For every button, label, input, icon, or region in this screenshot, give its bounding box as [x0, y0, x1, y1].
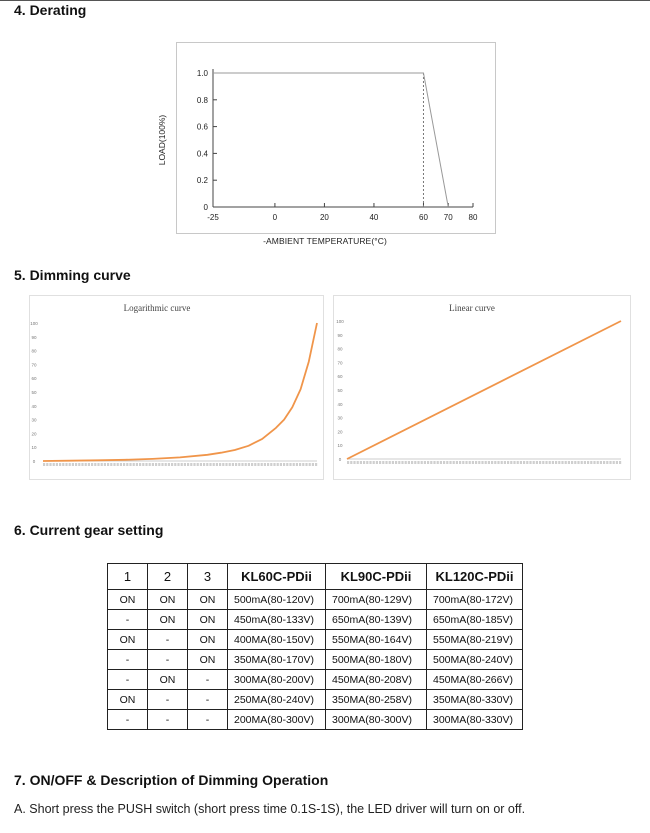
x-tick-mark	[238, 463, 240, 466]
x-tick-mark	[171, 463, 173, 466]
table-row	[108, 610, 523, 630]
x-tick-mark	[225, 463, 227, 466]
x-tick-mark	[232, 463, 234, 466]
onoff-description: A. Short press the PUSH switch (short press time 0.1S-1S), the LED driver will turn on or off.	[14, 802, 526, 816]
x-tick-mark	[398, 461, 400, 464]
current-cell: 500MA(80-240V)	[427, 650, 523, 670]
switch-cell: ON	[188, 650, 228, 670]
x-tick-mark	[78, 463, 80, 466]
x-tick-label: 70	[443, 213, 453, 222]
x-tick-mark	[526, 461, 528, 464]
x-tick-mark	[267, 463, 269, 466]
switch-cell: -	[108, 610, 148, 630]
switch-cell: ON	[148, 670, 188, 690]
x-tick-mark	[558, 461, 560, 464]
switch-cell: -	[188, 710, 228, 730]
x-tick-mark	[517, 461, 519, 464]
x-tick-mark	[117, 463, 119, 466]
x-tick-mark	[392, 461, 394, 464]
y-tick-label: 70	[31, 362, 37, 368]
x-tick-mark	[94, 463, 96, 466]
current-cell: 450mA(80-133V)	[228, 610, 326, 630]
y-tick-label: 100	[336, 319, 344, 324]
x-tick-mark	[373, 461, 375, 464]
x-tick-mark	[219, 463, 221, 466]
x-tick-mark	[273, 463, 275, 466]
y-tick-label: 10	[31, 445, 37, 451]
x-tick-mark	[414, 461, 416, 464]
header-switch-2: 2	[148, 564, 188, 590]
y-tick-label: 90	[337, 332, 343, 338]
x-tick-mark	[277, 463, 279, 466]
current-cell: 500MA(80-180V)	[326, 650, 427, 670]
x-tick-mark	[488, 461, 490, 464]
y-tick-label: 0	[203, 203, 208, 212]
x-tick-mark	[145, 463, 147, 466]
x-tick-mark	[139, 463, 141, 466]
table-row	[108, 710, 523, 730]
x-tick-mark	[286, 463, 288, 466]
x-tick-mark	[465, 461, 467, 464]
derating-line	[213, 73, 448, 207]
x-tick-mark	[568, 461, 570, 464]
current-cell: 350MA(80-170V)	[228, 650, 326, 670]
x-tick-label: 0	[272, 213, 278, 222]
x-tick-mark	[149, 463, 151, 466]
current-cell: 250MA(80-240V)	[228, 690, 326, 710]
switch-cell: -	[108, 710, 148, 730]
x-tick-mark	[389, 461, 391, 464]
x-tick-mark	[478, 461, 480, 464]
x-tick-mark	[193, 463, 195, 466]
chart-title: Logarithmic curve	[123, 303, 191, 313]
table-row	[108, 590, 523, 610]
header-kl90c: KL90C-PDii	[326, 564, 427, 590]
header-kl120c: KL120C-PDii	[427, 564, 523, 590]
x-tick-mark	[43, 463, 45, 466]
x-tick-mark	[181, 463, 183, 466]
logarithmic-curve-svg	[29, 295, 322, 478]
x-tick-mark	[248, 463, 250, 466]
x-tick-mark	[472, 461, 474, 464]
x-tick-mark	[229, 463, 231, 466]
x-tick-mark	[62, 463, 64, 466]
x-tick-mark	[350, 461, 352, 464]
x-tick-mark	[385, 461, 387, 464]
x-tick-mark	[507, 461, 509, 464]
x-tick-mark	[485, 461, 487, 464]
x-tick-mark	[133, 463, 135, 466]
y-tick-label: 0.4	[196, 149, 208, 159]
x-tick-mark	[59, 463, 61, 466]
x-tick-mark	[593, 461, 595, 464]
x-tick-mark	[533, 461, 535, 464]
y-tick-label: 20	[337, 429, 343, 435]
x-tick-mark	[565, 461, 567, 464]
x-tick-mark	[347, 461, 349, 464]
dimming-curve-line	[347, 321, 621, 459]
x-tick-mark	[494, 461, 496, 464]
section-title-onoff: 7. ON/OFF & Description of Dimming Operation	[14, 772, 329, 788]
x-tick-mark	[619, 461, 621, 464]
x-tick-mark	[206, 463, 208, 466]
x-tick-mark	[75, 463, 77, 466]
x-tick-mark	[405, 461, 407, 464]
x-tick-mark	[251, 463, 253, 466]
x-tick-mark	[200, 463, 202, 466]
switch-cell: ON	[188, 610, 228, 630]
current-cell: 400MA(80-150V)	[228, 630, 326, 650]
switch-cell: ON	[108, 590, 148, 610]
current-cell: 300MA(80-200V)	[228, 670, 326, 690]
x-tick-mark	[395, 461, 397, 464]
x-tick-mark	[459, 461, 461, 464]
x-tick-mark	[574, 461, 576, 464]
x-tick-mark	[241, 463, 243, 466]
x-tick-mark	[49, 463, 51, 466]
x-tick-mark	[283, 463, 285, 466]
y-tick-label: 30	[31, 417, 37, 423]
x-tick-mark	[293, 463, 295, 466]
switch-cell: -	[148, 630, 188, 650]
x-tick-mark	[437, 461, 439, 464]
table-row	[108, 690, 523, 710]
x-tick-mark	[613, 461, 615, 464]
x-tick-mark	[107, 463, 109, 466]
x-tick-mark	[264, 463, 266, 466]
x-tick-mark	[97, 463, 99, 466]
switch-cell: -	[148, 650, 188, 670]
current-cell: 450MA(80-266V)	[427, 670, 523, 690]
x-tick-mark	[289, 463, 291, 466]
header-switch-3: 3	[188, 564, 228, 590]
y-tick-label: 60	[31, 376, 37, 382]
y-axis-label: LOAD(100%)	[157, 114, 167, 166]
table-row	[108, 630, 523, 650]
x-tick-mark	[203, 463, 205, 466]
switch-cell: ON	[188, 590, 228, 610]
x-tick-mark	[446, 461, 448, 464]
section-title-derating: 4. Derating	[14, 2, 87, 18]
x-tick-mark	[280, 463, 282, 466]
x-tick-mark	[366, 461, 368, 464]
x-tick-mark	[376, 461, 378, 464]
y-tick-label: 50	[337, 388, 343, 393]
switch-cell: -	[108, 650, 148, 670]
x-tick-mark	[443, 461, 445, 464]
x-tick-mark	[129, 463, 131, 466]
x-tick-mark	[245, 463, 247, 466]
x-tick-mark	[305, 463, 307, 466]
switch-cell: ON	[148, 590, 188, 610]
x-tick-mark	[104, 463, 106, 466]
y-tick-label: 70	[337, 360, 343, 366]
x-tick-mark	[609, 461, 611, 464]
x-tick-mark	[382, 461, 384, 464]
current-cell: 300MA(80-330V)	[427, 710, 523, 730]
x-tick-mark	[597, 461, 599, 464]
x-tick-mark	[411, 461, 413, 464]
x-tick-mark	[606, 461, 608, 464]
current-gear-table	[107, 563, 523, 730]
x-tick-mark	[91, 463, 93, 466]
x-tick-mark	[69, 463, 71, 466]
current-cell: 550MA(80-164V)	[326, 630, 427, 650]
x-tick-mark	[561, 461, 563, 464]
current-cell: 550MA(80-219V)	[427, 630, 523, 650]
current-cell: 700mA(80-172V)	[427, 590, 523, 610]
x-tick-mark	[369, 461, 371, 464]
x-tick-label: 40	[369, 213, 379, 222]
x-tick-label: 80	[468, 213, 478, 222]
y-tick-label: 1.0	[196, 69, 208, 78]
x-tick-mark	[357, 461, 359, 464]
x-tick-mark	[469, 461, 471, 464]
x-tick-mark	[136, 463, 138, 466]
y-tick-label: 0.2	[196, 176, 208, 186]
section-title-dimming: 5. Dimming curve	[14, 267, 131, 283]
x-tick-mark	[53, 463, 55, 466]
x-tick-mark	[120, 463, 122, 466]
x-tick-mark	[302, 463, 304, 466]
x-tick-mark	[577, 461, 579, 464]
dimming-curve-line	[43, 323, 317, 461]
current-cell: 350MA(80-258V)	[326, 690, 427, 710]
y-tick-label: 10	[337, 443, 343, 449]
x-tick-mark	[427, 461, 429, 464]
x-tick-mark	[184, 463, 186, 466]
y-tick-label: 40	[31, 403, 37, 409]
x-tick-mark	[510, 461, 512, 464]
y-tick-label: 80	[337, 346, 343, 352]
x-tick-mark	[501, 461, 503, 464]
y-tick-label: 0.8	[196, 95, 208, 105]
x-tick-mark	[379, 461, 381, 464]
x-tick-mark	[235, 463, 237, 466]
x-tick-mark	[56, 463, 58, 466]
y-tick-label: 30	[337, 415, 343, 421]
x-tick-mark	[299, 463, 301, 466]
x-tick-mark	[529, 461, 531, 464]
x-tick-mark	[421, 461, 423, 464]
x-tick-mark	[453, 461, 455, 464]
switch-cell: -	[108, 670, 148, 690]
x-tick-mark	[542, 461, 544, 464]
x-tick-mark	[462, 461, 464, 464]
x-tick-mark	[46, 463, 48, 466]
y-tick-label: 90	[31, 334, 37, 340]
x-tick-mark	[113, 463, 115, 466]
table-header-row	[108, 564, 523, 590]
x-tick-mark	[222, 463, 224, 466]
x-tick-mark	[161, 463, 163, 466]
y-tick-label: 20	[31, 431, 37, 437]
x-tick-mark	[430, 461, 432, 464]
switch-cell: ON	[108, 690, 148, 710]
current-cell: 450MA(80-208V)	[326, 670, 427, 690]
x-tick-mark	[600, 461, 602, 464]
x-tick-mark	[216, 463, 218, 466]
x-tick-mark	[440, 461, 442, 464]
y-tick-label: 80	[31, 348, 37, 354]
x-tick-mark	[213, 463, 215, 466]
x-tick-mark	[168, 463, 170, 466]
x-tick-mark	[545, 461, 547, 464]
x-tick-mark	[187, 463, 189, 466]
x-tick-mark	[603, 461, 605, 464]
x-tick-mark	[456, 461, 458, 464]
section-title-gear: 6. Current gear setting	[14, 522, 164, 538]
table-row	[108, 670, 523, 690]
header-switch-1: 1	[108, 564, 148, 590]
x-tick-label: 20	[319, 213, 329, 222]
current-cell: 650mA(80-139V)	[326, 610, 427, 630]
x-tick-mark	[257, 463, 259, 466]
x-tick-mark	[497, 461, 499, 464]
x-tick-mark	[523, 461, 525, 464]
x-tick-mark	[315, 463, 317, 466]
top-rule	[0, 0, 650, 1]
x-tick-mark	[417, 461, 419, 464]
x-tick-mark	[401, 461, 403, 464]
x-tick-mark	[616, 461, 618, 464]
x-tick-mark	[360, 461, 362, 464]
switch-cell: -	[148, 690, 188, 710]
x-tick-mark	[312, 463, 314, 466]
x-tick-mark	[353, 461, 355, 464]
x-tick-mark	[72, 463, 74, 466]
switch-cell: -	[188, 690, 228, 710]
x-tick-mark	[158, 463, 160, 466]
x-tick-mark	[261, 463, 263, 466]
x-tick-mark	[209, 463, 211, 466]
x-tick-mark	[571, 461, 573, 464]
x-tick-mark	[110, 463, 112, 466]
current-cell: 350MA(80-330V)	[427, 690, 523, 710]
x-tick-mark	[363, 461, 365, 464]
derating-chart	[157, 42, 496, 234]
y-tick-label: 60	[337, 374, 343, 380]
x-tick-mark	[536, 461, 538, 464]
x-tick-mark	[190, 463, 192, 466]
table-row	[108, 650, 523, 670]
x-tick-mark	[491, 461, 493, 464]
current-cell: 200MA(80-300V)	[228, 710, 326, 730]
derating-chart-svg	[157, 43, 495, 233]
current-cell: 300MA(80-300V)	[326, 710, 427, 730]
x-tick-mark	[520, 461, 522, 464]
x-tick-mark	[504, 461, 506, 464]
x-tick-mark	[254, 463, 256, 466]
x-tick-mark	[408, 461, 410, 464]
derating-x-axis-label: -AMBIENT TEMPERATURE(°C)	[263, 236, 387, 246]
chart-title: Linear curve	[449, 303, 495, 313]
y-tick-label: 50	[31, 390, 37, 395]
switch-cell: -	[148, 710, 188, 730]
x-tick-label: -25	[207, 213, 219, 222]
x-tick-mark	[449, 461, 451, 464]
x-tick-mark	[296, 463, 298, 466]
switch-cell: ON	[108, 630, 148, 650]
x-tick-mark	[142, 463, 144, 466]
x-tick-mark	[81, 463, 83, 466]
y-tick-label: 0	[32, 459, 36, 464]
x-tick-mark	[101, 463, 103, 466]
switch-cell: ON	[148, 610, 188, 630]
y-tick-label: 40	[337, 401, 343, 407]
x-tick-label: 60	[419, 213, 428, 222]
x-tick-mark	[590, 461, 592, 464]
x-tick-mark	[549, 461, 551, 464]
switch-cell: ON	[188, 630, 228, 650]
x-tick-mark	[270, 463, 272, 466]
x-tick-mark	[85, 463, 87, 466]
current-cell: 500mA(80-120V)	[228, 590, 326, 610]
x-tick-mark	[587, 461, 589, 464]
x-tick-mark	[433, 461, 435, 464]
x-tick-mark	[309, 463, 311, 466]
x-tick-mark	[584, 461, 586, 464]
x-tick-mark	[424, 461, 426, 464]
x-tick-mark	[177, 463, 179, 466]
x-tick-mark	[88, 463, 90, 466]
x-tick-mark	[513, 461, 515, 464]
y-tick-label: 0	[338, 457, 342, 462]
x-tick-mark	[581, 461, 583, 464]
y-tick-label: 100	[30, 321, 38, 326]
x-tick-mark	[197, 463, 199, 466]
x-tick-mark	[165, 463, 167, 466]
x-tick-mark	[126, 463, 128, 466]
x-tick-mark	[539, 461, 541, 464]
header-kl60c: KL60C-PDii	[228, 564, 326, 590]
x-tick-mark	[475, 461, 477, 464]
x-tick-mark	[123, 463, 125, 466]
x-tick-mark	[552, 461, 554, 464]
y-tick-label: 0.6	[196, 122, 208, 132]
linear-curve-svg	[333, 295, 629, 478]
switch-cell: -	[188, 670, 228, 690]
current-cell: 700mA(80-129V)	[326, 590, 427, 610]
x-tick-mark	[481, 461, 483, 464]
x-tick-mark	[155, 463, 157, 466]
current-cell: 650mA(80-185V)	[427, 610, 523, 630]
x-tick-mark	[152, 463, 154, 466]
x-tick-mark	[555, 461, 557, 464]
x-tick-mark	[65, 463, 67, 466]
x-tick-mark	[174, 463, 176, 466]
